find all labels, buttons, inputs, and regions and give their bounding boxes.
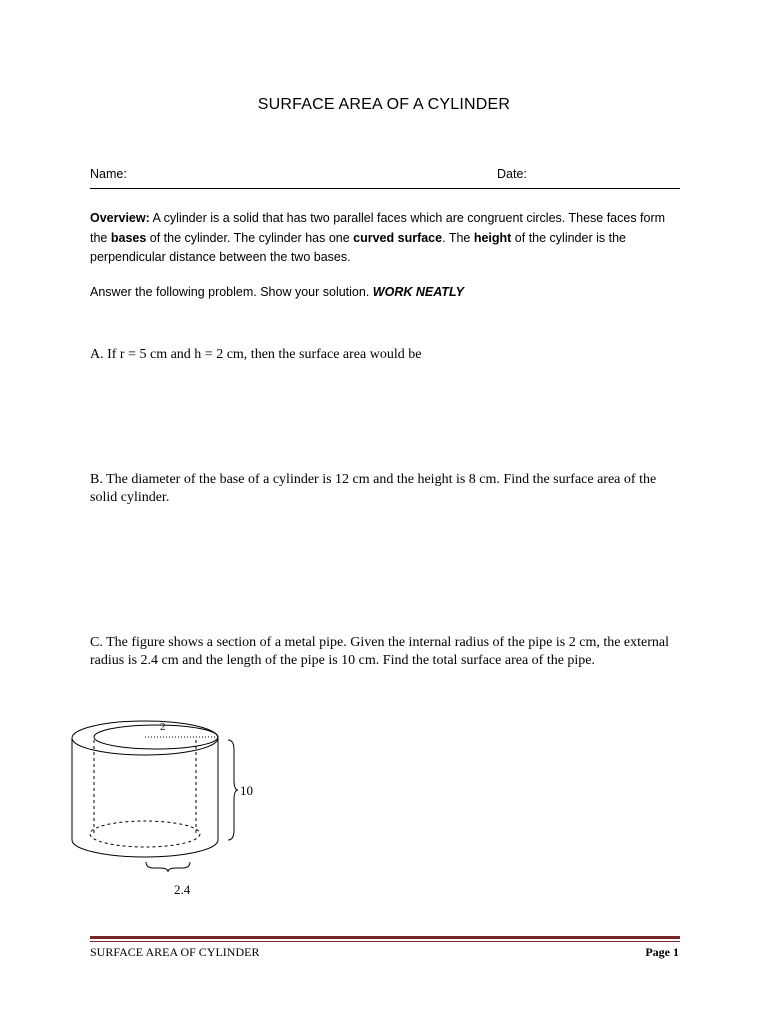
- pipe-diagram: [60, 710, 270, 900]
- thickness-brace: [146, 862, 190, 872]
- overview-text-3: . The: [442, 230, 474, 245]
- name-label: Name:: [90, 167, 127, 181]
- overview-text-1: A cylinder is a solid that has two parallel faces which are congruent circles. These faces form the: [90, 211, 666, 245]
- footer-rule-thin: [90, 941, 680, 942]
- overview-term-height: height: [473, 230, 512, 245]
- overview-lead: Overview:: [90, 211, 150, 225]
- footer-page-number: Page 1: [645, 945, 679, 959]
- height-label: 10: [240, 783, 253, 798]
- instruction-line: [90, 285, 680, 299]
- pipe-figure: [60, 710, 270, 900]
- name-date-row: [90, 167, 680, 181]
- page-title: SURFACE AREA OF A CYLINDER: [257, 96, 511, 113]
- overview-term-bases: bases: [110, 230, 147, 245]
- question-a: A. If r = 5 cm and h = 2 cm, then the surface area would be: [90, 347, 422, 362]
- overview-text-2: of the cylinder. The cylinder has one: [146, 230, 354, 245]
- footer-title: SURFACE AREA OF CYLINDER: [90, 945, 260, 959]
- overview-text-4: of the cylinder is the perpendicular distance between the two bases.: [90, 230, 626, 264]
- overview-term-curved-surface: curved surface: [353, 230, 443, 245]
- question-c: C. The figure shows a section of a metal pipe. Given the internal radius of the pipe is 2 cm, the external radius is 2.4 cm and the length of the pipe is 10 cm. Find the total surface area of the pipe.: [90, 635, 670, 668]
- inner-radius-label: 2: [160, 721, 166, 733]
- overview-paragraph: [90, 209, 682, 268]
- question-b: B. The diameter of the base of a cylinder is 12 cm and the height is 8 cm. Find the surface area of the solid cylinder.: [90, 472, 657, 505]
- outer-bottom-arc: [72, 840, 218, 857]
- instruction-emphasis: WORK NEATLY: [372, 285, 464, 299]
- instruction-text: Answer the following problem. Show your solution.: [90, 285, 373, 299]
- height-brace: [228, 740, 238, 840]
- footer-rule-thick: [90, 936, 680, 939]
- inner-bottom-ellipse: [90, 821, 200, 847]
- outer-radius-label: 2.4: [174, 882, 191, 897]
- header-divider: [90, 188, 680, 189]
- date-label: Date:: [497, 167, 527, 181]
